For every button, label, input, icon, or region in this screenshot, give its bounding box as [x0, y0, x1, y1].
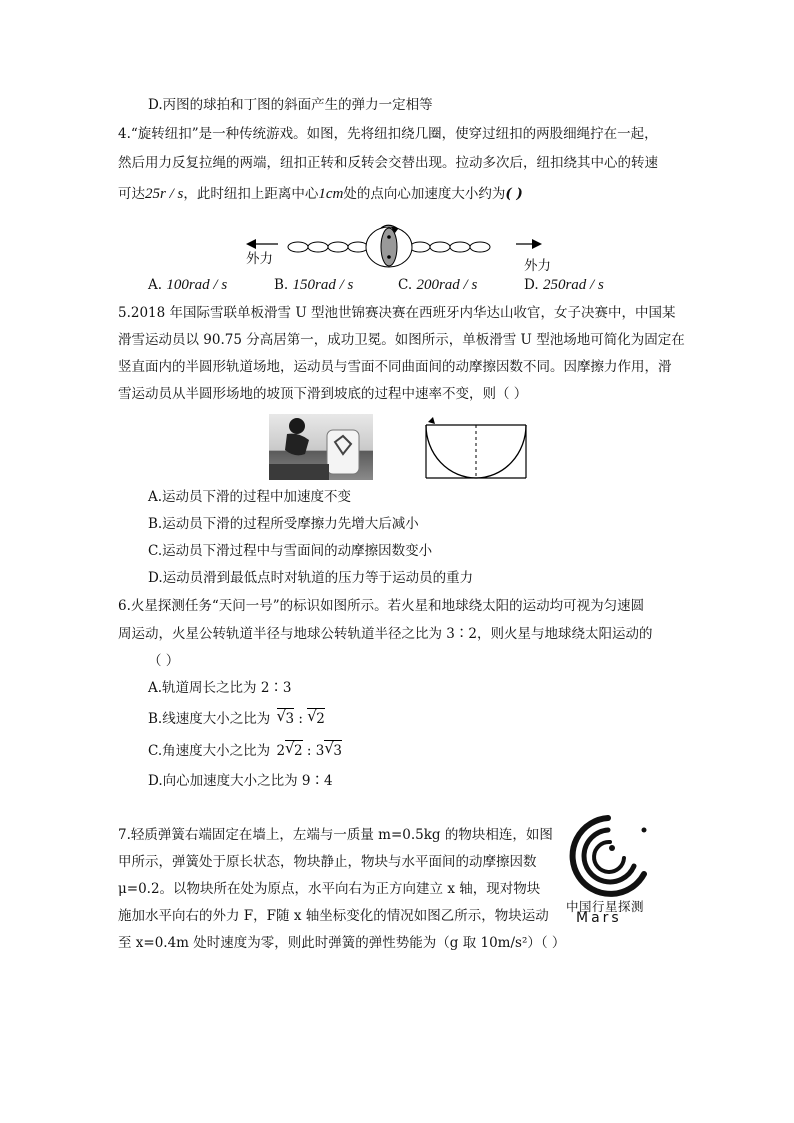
q4-label-right-force: 外力	[524, 258, 551, 274]
q6-line-2: 周运动，火星公转轨道半径与地球公转轨道半径之比为 3∶2，则火星与地球绕太阳运动的	[118, 626, 653, 642]
q4-label-left-force: 外力	[246, 251, 273, 267]
q5-line-3: 竖直面内的半圆形轨道场地，运动员与雪面不同曲面间的动摩擦因数不同。因摩擦力作用，滑	[118, 359, 672, 375]
logo-cn-text: 中国行星探测	[566, 899, 645, 914]
q5-option-d: D.运动员滑到最低点时对轨道的压力等于运动员的重力	[148, 570, 474, 586]
q5-line-2: 滑雪运动员以 90.75 分高居第一，成功卫冕。如图所示，单板滑雪 U 型池场地可简化为固定在	[118, 332, 685, 348]
q7-line-2: 甲所示，弹簧处于原长状态，物块静止，物块与水平面间的动摩擦因数	[118, 854, 537, 870]
q4-option-d: D. 250rad / s	[524, 277, 604, 293]
q4-line-2: 然后用力反复拉绳的两端，纽扣正转和反转会交替出现。拉动多次后，纽扣绕其中心的转速	[118, 155, 658, 171]
q6-option-a: A.轨道周长之比为 2∶3	[148, 680, 292, 696]
q7-line-4: 施加水平向右的外力 F，F随 x 轴坐标变化的情况如图乙所示，物块运动	[118, 908, 549, 924]
mars-exploration-logo	[562, 808, 652, 900]
q7-line-1: 7.轻质弹簧右端固定在墙上，左端与一质量 m=0.5kg 的物块相连，如图	[118, 827, 553, 843]
q6-option-b: B.线速度大小之比为 √ 3 : √ 2	[148, 707, 325, 727]
q5-line-1: 5.2018 年国际雪联单板滑雪 U 型池世锦赛决赛在西班牙内华达山收官，女子决赛中，中国某	[118, 305, 676, 321]
u-track-diagram	[424, 422, 528, 480]
q4-option-c: C. 200rad / s	[398, 277, 478, 293]
q5-option-a: A.运动员下滑的过程中加速度不变	[148, 489, 352, 505]
q4-line-1: 4.“旋转纽扣”是一种传统游戏。如图，先将纽扣绕几圈，使穿过纽扣的两股细绳拧在一起，	[118, 126, 658, 142]
q4-option-b: B. 150rad / s	[274, 277, 354, 293]
q6-line-1: 6.火星探测任务“天问一号”的标识如图所示。若火星和地球绕太阳的运动均可视为匀速圆	[118, 598, 645, 614]
q4-option-a: A. 100rad / s	[148, 277, 228, 293]
q4-button-figure	[240, 222, 540, 282]
q6-option-d: D.向心加速度大小之比为 9∶4	[148, 773, 333, 789]
q5-option-c: C.运动员下滑过程中与雪面间的动摩擦因数变小	[148, 543, 433, 559]
q5-option-b: B.运动员下滑的过程所受摩擦力先增大后减小	[148, 516, 419, 532]
q6-option-c: C.角速度大小之比为 2 √ 2 : 3 √ 3	[148, 739, 342, 759]
snowboarder-photo	[269, 414, 373, 480]
q6-line-3: （ ）	[148, 653, 180, 669]
q5-line-4: 雪运动员从半圆形场地的坡顶下滑到坡底的过程中速率不变，则（ ）	[118, 386, 528, 402]
q3-option-d: D.丙图的球拍和丁图的斜面产生的弹力一定相等	[148, 97, 433, 113]
q7-line-3: μ=0.2。以物块所在处为原点，水平向右为正方向建立 x 轴，现对物块	[118, 881, 541, 897]
logo-en-text: Mars	[576, 910, 622, 926]
q4-line-3: 可达25r / s，此时纽扣上距离中心1cm处的点向心加速度大小约为( )	[118, 186, 523, 202]
q7-line-5: 至 x=0.4m 处时速度为零，则此时弹簧的弹性势能为（g 取 10m/s²）（ ）	[118, 935, 566, 951]
